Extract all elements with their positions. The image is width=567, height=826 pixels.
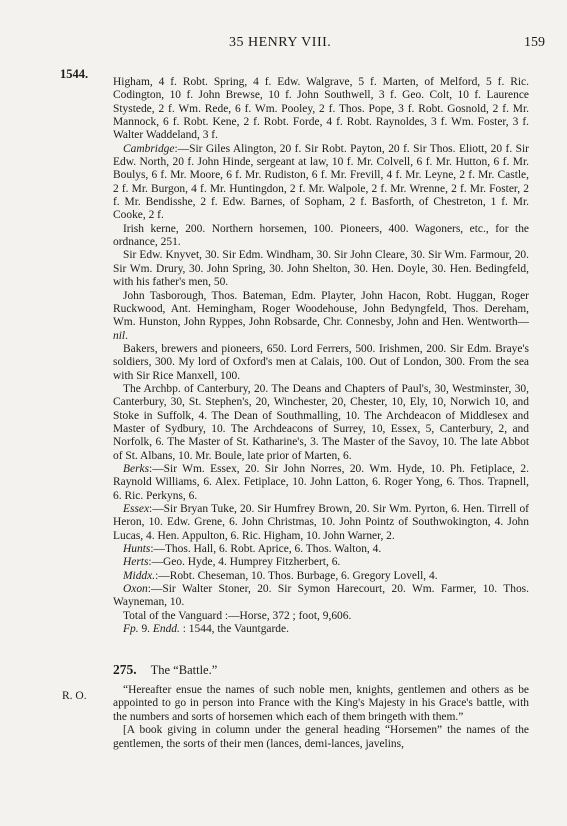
text-paragraph	[113, 623, 529, 636]
text-paragraph	[113, 249, 529, 289]
county-label: Hunts	[123, 543, 151, 556]
county-label: Oxon	[123, 583, 148, 596]
text-paragraph	[113, 76, 529, 143]
paragraph-text: :—Robt. Cheseman, 10. Thos. Burbage, 6. Gregory Lovell, 4.	[155, 569, 438, 582]
paragraph-text: :—Sir Walter Stoner, 20. Sir Symon Harecourt, 20. Wm. Farmer, 10. Thos. Wayneman, 10.	[113, 583, 529, 609]
county-label: Berks	[123, 462, 150, 475]
text-paragraph	[113, 583, 529, 610]
paragraph-text: :—Sir Wm. Essex, 20. Sir John Norres, 20. Wm. Hyde, 10. Ph. Fetiplace, 2. Raynold Williams, 6. Alex. Fetiplace, 10. John Latton, 6. Roger Yong, 6. Thos. Trapnell, 6. Ric. Perkyns, 6.	[113, 462, 529, 502]
section-text	[113, 684, 529, 751]
text-paragraph	[113, 383, 529, 463]
county-label: Fp.	[123, 623, 139, 636]
text-paragraph	[113, 610, 529, 623]
text-paragraph	[113, 343, 529, 383]
text-paragraph	[113, 223, 529, 250]
paragraph-text: Sir Edw. Knyvet, 30. Sir Edm. Windham, 30. Sir John Cleare, 30. Sir Wm. Farmour, 20. Sir Wm. Drury, 30. John Spring, 30. John Shelton, 30. Hen. Doyle, 30. Hen. Bedingfeld, with his father's men, 50.	[113, 249, 529, 289]
running-title: 35 HENRY VIII.	[229, 35, 332, 50]
paragraph-text: The Archbp. of Canterbury, 20. The Deans and Chapters of Paul's, 30, Westminster, 30, Canterbury, 30, St. Stephen's, 20, Winchester, 20, Chester, 10, Ely, 10, Norwich 10, and Stoke in Suffolk, 4. The Dean of Southmalling, 10. The Archdeacon of Middlesex and Master of Sydbury, 10. The Archdeacons of Surrey, 10, Essex, 5, Canterbury, 2, and Norfolk, 6. The Master of St. Katharine's, 3. The Master of the Savoy, 10. The late Abbot of St. Albans, 10. Mr. Boule, late prior of Marten, 6.	[113, 382, 529, 462]
margin-source-ref: R. O.	[62, 690, 87, 702]
section-paragraph: [A book giving in column under the general heading “Horsemen” the names of the gentlemen, the sorts of their men (lances, demi-lances, javelins,	[113, 724, 529, 750]
paragraph-end: .	[125, 329, 128, 342]
county-label: Herts	[123, 556, 149, 569]
text-paragraph	[113, 503, 529, 543]
text-paragraph	[113, 143, 529, 223]
county-label: Cambridge	[123, 142, 175, 155]
text-paragraph	[113, 570, 529, 583]
section-heading	[113, 662, 217, 678]
paragraph-text: John Tasborough, Thos. Bateman, Edm. Playter, John Hacon, Robt. Huggan, Roger Ruckwood, Ant. Hemingham, Roger Woodehouse, John Bedyngfeld, Thos. Dereham, Wm. Hunston, John Ryppes, John Robsarde, Chr. Connesby, John and Hen. Wentworth—	[113, 289, 529, 329]
text-paragraph	[113, 556, 529, 569]
paragraph-text: :—Sir Bryan Tuke, 20. Sir Humfrey Brown, 20. Sir Wm. Pyrton, 6. Hen. Tirrell of Heron, 10. Edw. Grene, 6. John Christmas, 10. John Pointz of Southwokington, 4. John Lucas, 4. Hen. Appulton, 6. Ric. Higham, 10. John Warner, 2.	[113, 503, 529, 542]
paragraph-end: : 1544, the Vauntgarde.	[179, 623, 289, 636]
county-label: Middx.	[123, 569, 156, 582]
margin-year: 1544.	[60, 67, 89, 81]
paragraph-text: 9.	[138, 623, 153, 636]
paragraph-text: Higham, 4 f. Robt. Spring, 4 f. Edw. Walgrave, 5 f. Marten, of Melford, 5 f. Ric. Codington, 10 f. John Brewse, 10 f. John Southwell, 3 f. Geo. Colt, 10 f. Laurence Stystede, 2 f. Wm. Rede, 6 f. Wm. Pooley, 2 f. Thos. Pope, 3 f. Robt. Gosnold, 2 f. Mr. Mannock, 6 f. Robt. Kene, 2 f. Robt. Forde, 4 f. Robt. Raynoldes, 3 f. Wm. Foster, 3 f. Walter Waddeland, 3 f.	[113, 76, 529, 142]
section-paragraph: “Hereafter ensue the names of such noble men, knights, gentlemen and others as be appointed to go in person into France with the King's Majesty in his Grace's battle, with the numbers and sorts of horsemen which each of them bringeth with them.”	[113, 684, 529, 723]
paragraph-text: Irish kerne, 200. Northern horsemen, 100. Pioneers, 400. Wagoners, etc., for the ordnance, 251.	[113, 222, 529, 249]
italic-term: Endd.	[152, 623, 180, 636]
calendar-entry-text	[113, 76, 529, 636]
text-paragraph	[113, 543, 529, 556]
county-label: Essex	[123, 503, 150, 515]
paragraph-text: :—Sir Giles Alington, 20 f. Sir Robt. Payton, 20 f. Sir Thos. Eliott, 20 f. Sir Edw. North, 20 f. John Hinde, sergeant at law, 10 f. Mr. Colvell, 6 f. Mr. Hutton, 6 f. Mr. Boulys, 6 f. Mr. Moore, 6 f. Mr. Rudiston, 6 f. Mr. Frevill, 4 f. Mr. Leyne, 2 f. Mr. Castle, 2 f. Mr. Burgon, 4 f. Mr. Huntingdon, 2 f. Mr. Walpole, 2 f. Mr. Wrenne, 2 f. Mr. Foster, 2 f. Mr. Bendisshe, 2 f. Edw. Barnes, of Sopham, 2 f. Basforth, of Chestreton, 1 f. Mr. Cooke, 2 f.	[113, 142, 529, 222]
page-header	[0, 35, 567, 55]
text-paragraph	[113, 290, 529, 343]
text-paragraph	[113, 463, 529, 503]
section-title: The “Battle.”	[150, 663, 218, 677]
paragraph-text: :—Thos. Hall, 6. Robt. Aprice, 6. Thos. Walton, 4.	[150, 543, 382, 556]
italic-term: nil	[113, 329, 126, 342]
paragraph-text: Bakers, brewers and pioneers, 650. Lord Ferrers, 500. Irishmen, 200. Sir Edm. Braye's soldiers, 300. My lord of Oxford's men at Calais, 100. Out of London, 300. From the sea with Sir Rice Manxell, 100.	[113, 342, 529, 382]
page-number: 159	[524, 35, 545, 50]
paragraph-text: :—Geo. Hyde, 4. Humprey Fitzherbert, 6.	[148, 556, 341, 569]
paragraph-text: Total of the Vanguard :—Horse, 372 ; foot, 9,606.	[123, 609, 352, 622]
section-number: 275.	[113, 662, 137, 677]
